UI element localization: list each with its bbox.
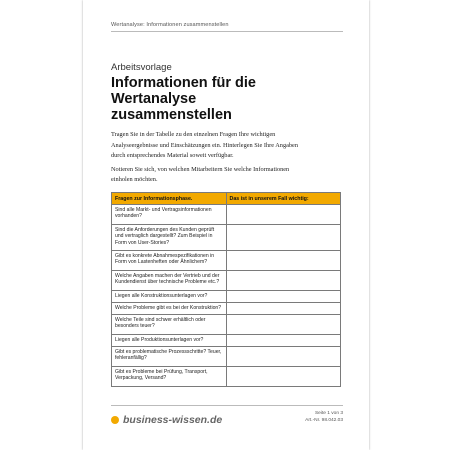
question-cell bbox=[112, 315, 227, 335]
running-header: Wertanalyse: Informationen zusammenstellen bbox=[111, 22, 343, 32]
table-row bbox=[112, 205, 341, 225]
cell-line: Sind alle Markt- und Vertragsinformationen bbox=[115, 207, 212, 213]
answer-cell[interactable] bbox=[226, 367, 341, 387]
intro-line: einholen möchten. bbox=[111, 176, 158, 183]
question-cell bbox=[112, 303, 227, 315]
answer-cell[interactable] bbox=[226, 291, 341, 303]
question-cell bbox=[112, 271, 227, 291]
title-line: Informationen für die bbox=[111, 75, 256, 91]
table-row bbox=[112, 271, 341, 291]
question-cell bbox=[112, 225, 227, 251]
cell-line: Form von Lastenheften oder Ähnlichem? bbox=[115, 259, 208, 266]
answer-cell[interactable] bbox=[226, 225, 341, 251]
cell-line: Liegen alle Produktionsunterlagen vor? bbox=[115, 337, 204, 343]
cell-line: Liegen alle Konstruktionsunterlagen vor? bbox=[115, 293, 208, 299]
document-title bbox=[111, 75, 351, 123]
column-header-relevance: Das ist in unserem Fall wichtig: bbox=[226, 193, 341, 205]
table-row bbox=[112, 315, 341, 335]
question-cell bbox=[112, 335, 227, 347]
cell-line: Gibt es problematische Prozessschritte? Teuer, bbox=[115, 349, 222, 355]
question-cell bbox=[112, 205, 227, 225]
question-cell bbox=[112, 347, 227, 367]
intro-text bbox=[111, 130, 341, 189]
intro-paragraph-1 bbox=[111, 130, 341, 162]
intro-paragraph-2 bbox=[111, 165, 341, 186]
answer-cell[interactable] bbox=[226, 315, 341, 335]
cell-line: Welche Angaben machen der Vertrieb und der bbox=[115, 273, 220, 279]
table-row bbox=[112, 347, 341, 367]
cell-line: Welche Probleme gibt es bei der Konstruktion? bbox=[115, 305, 222, 311]
cell-line: fehleranfällig? bbox=[115, 355, 147, 362]
question-table bbox=[111, 192, 341, 387]
title-line: Wertanalyse bbox=[111, 91, 197, 107]
intro-line: Analyseergebnisse und Einschätzungen ein. Hinterlegen Sie Ihre Angaben bbox=[111, 141, 298, 149]
answer-cell[interactable] bbox=[226, 335, 341, 347]
cell-line: Kundendienst über technische Probleme etc.? bbox=[115, 279, 220, 286]
document-kicker: Arbeitsvorlage bbox=[111, 62, 172, 73]
page-info bbox=[305, 410, 343, 424]
table-row bbox=[112, 303, 341, 315]
table-row bbox=[112, 335, 341, 347]
footer-divider bbox=[111, 405, 343, 406]
table-row bbox=[112, 367, 341, 387]
answer-cell[interactable] bbox=[226, 347, 341, 367]
cell-line: Sind die Anforderungen des Kunden geprüft bbox=[115, 227, 215, 233]
intro-line: Tragen Sie in der Tabelle zu den einzelnen Fragen Ihre wichtigen bbox=[111, 131, 276, 138]
cell-line: Form von User-Stories? bbox=[115, 239, 170, 246]
intro-line: Notieren Sie sich, von welchen Mitarbeitern Sie welche Informationen bbox=[111, 165, 290, 173]
table-row bbox=[112, 291, 341, 303]
column-header-questions: Fragen zur Informationsphase. bbox=[112, 193, 227, 205]
cell-line: vorhanden? bbox=[115, 213, 142, 220]
answer-cell[interactable] bbox=[226, 271, 341, 291]
cell-line: Verpackung, Versand? bbox=[115, 375, 167, 382]
table-row bbox=[112, 225, 341, 251]
question-cell bbox=[112, 367, 227, 387]
logo-text: business-wissen.de bbox=[123, 414, 223, 426]
logo bbox=[111, 414, 222, 426]
article-number: Art.-Nr. 98.042.03 bbox=[305, 418, 343, 423]
table-row bbox=[112, 251, 341, 271]
cell-line: und vertraglich dargestellt? Zum Beispiel in bbox=[115, 233, 213, 240]
cell-line: Gibt es Probleme bei Prüfung, Transport, bbox=[115, 369, 208, 375]
page-number: Seite 1 von 3 bbox=[314, 411, 343, 416]
title-line: zusammenstellen bbox=[111, 107, 232, 123]
logo-dot-icon bbox=[111, 416, 119, 424]
answer-cell[interactable] bbox=[226, 251, 341, 271]
cell-line: besonders teuer? bbox=[115, 323, 155, 330]
answer-cell[interactable] bbox=[226, 303, 341, 315]
document-page bbox=[83, 0, 369, 450]
table-header-row bbox=[112, 193, 341, 205]
question-cell bbox=[112, 291, 227, 303]
cell-line: Gibt es konkrete Abnahmespezifikationen in bbox=[115, 253, 215, 259]
cell-line: Welche Teile sind schwer erhältlich oder bbox=[115, 317, 206, 323]
question-cell bbox=[112, 251, 227, 271]
intro-line: durch entsprechendes Material soweit verfügbar. bbox=[111, 152, 234, 159]
answer-cell[interactable] bbox=[226, 205, 341, 225]
